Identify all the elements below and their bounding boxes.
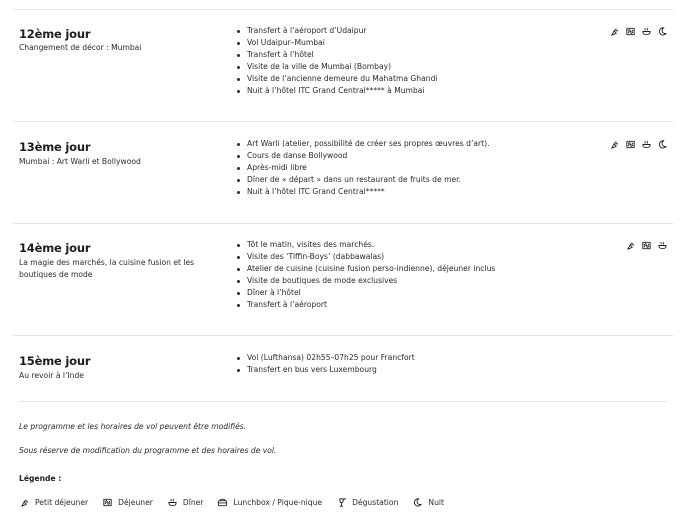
legend-item-night	[412, 497, 444, 508]
list-item: Dîner de « départ » dans un restaurant de fruits de mer.	[235, 174, 565, 186]
list-item: Transfert en bus vers Luxembourg	[235, 364, 565, 376]
day-subtitle: Changement de décor : Mumbai	[19, 43, 142, 52]
lunch-icon	[102, 497, 113, 508]
legend-label: Dîner	[182, 498, 204, 507]
night-icon	[657, 26, 668, 37]
day-title: 12ème jour	[19, 27, 91, 41]
breakfast-icon	[19, 497, 30, 508]
lunch-icon	[641, 240, 652, 251]
legend	[19, 497, 458, 508]
disclaimer-note: Le programme et les horaires de vol peuvent être modifiés.	[19, 422, 247, 431]
night-icon	[412, 497, 423, 508]
day-title: 13ème jour	[19, 140, 91, 154]
disclaimer-note: Sous réserve de modification du programme et des horaires de vol.	[19, 446, 277, 455]
activity-list	[235, 138, 565, 198]
top-divider	[13, 9, 673, 10]
meal-icons	[625, 240, 668, 251]
list-item: Visite de la ville de Mumbai (Bombay)	[235, 61, 565, 73]
breakfast-icon	[609, 139, 620, 150]
lunchbox-icon	[217, 497, 228, 508]
activity-list	[235, 239, 565, 311]
list-item: Vol (Lufthansa) 02h55–07h25 pour Francfort	[235, 352, 565, 364]
day-subtitle: Mumbai : Art Warli et Bollywood	[19, 157, 141, 166]
lunch-icon	[625, 26, 636, 37]
list-item: Tôt le matin, visites des marchés.	[235, 239, 565, 251]
legend-item-lunch	[102, 497, 153, 508]
dinner-icon	[167, 497, 178, 508]
legend-label: Déjeuner	[118, 498, 153, 507]
legend-label: Nuit	[428, 498, 444, 507]
list-item: Transfert à l’aéroport	[235, 299, 565, 311]
day-divider	[13, 335, 673, 336]
legend-label: Dégustation	[352, 498, 399, 507]
list-item: Nuit à l’hôtel ITC Grand Central*****	[235, 186, 565, 198]
dinner-icon	[641, 26, 652, 37]
list-item: Art Warli (atelier, possibilité de créer ses propres œuvres d’art).	[235, 138, 565, 150]
legend-title: Légende :	[19, 474, 62, 483]
list-item: Atelier de cuisine (cuisine fusion perso-indienne), déjeuner inclus	[235, 263, 565, 275]
day-subtitle: Au revoir à l’Inde	[19, 371, 84, 380]
section-divider	[19, 401, 667, 402]
list-item: Visite des ‘Tiffin-Boys’ (dabbawalas)	[235, 251, 565, 263]
day-divider	[13, 121, 673, 122]
day-subtitle: La magie des marchés, la cuisine fusion et les boutiques de mode	[19, 258, 195, 279]
list-item: Dîner à l’hôtel	[235, 287, 565, 299]
meal-icons	[609, 26, 668, 37]
activity-list	[235, 25, 565, 97]
list-item: Transfert à l’aéroport d’Udaipur	[235, 25, 565, 37]
list-item: Vol Udaipur–Mumbai	[235, 37, 565, 49]
legend-item-lunchbox	[217, 497, 322, 508]
list-item: Visite de boutiques de mode exclusives	[235, 275, 565, 287]
list-item: Nuit à l’hôtel ITC Grand Central***** à Mumbai	[235, 85, 565, 97]
legend-item-tasting	[336, 497, 398, 508]
day-divider	[13, 223, 673, 224]
activity-list	[235, 352, 565, 376]
tasting-icon	[336, 497, 347, 508]
night-icon	[657, 139, 668, 150]
breakfast-icon	[625, 240, 636, 251]
legend-item-breakfast	[19, 497, 88, 508]
dinner-icon	[657, 240, 668, 251]
breakfast-icon	[609, 26, 620, 37]
lunch-icon	[625, 139, 636, 150]
legend-label: Lunchbox / Pique-nique	[233, 498, 323, 507]
legend-label: Petit déjeuner	[35, 498, 89, 507]
dinner-icon	[641, 139, 652, 150]
list-item: Cours de danse Bollywood	[235, 150, 565, 162]
day-title: 15ème jour	[19, 354, 91, 368]
list-item: Après-midi libre	[235, 162, 565, 174]
list-item: Transfert à l’hôtel	[235, 49, 565, 61]
legend-item-dinner	[167, 497, 204, 508]
list-item: Visite de l’ancienne demeure du Mahatma Ghandi	[235, 73, 565, 85]
meal-icons	[609, 139, 668, 150]
day-title: 14ème jour	[19, 241, 91, 255]
